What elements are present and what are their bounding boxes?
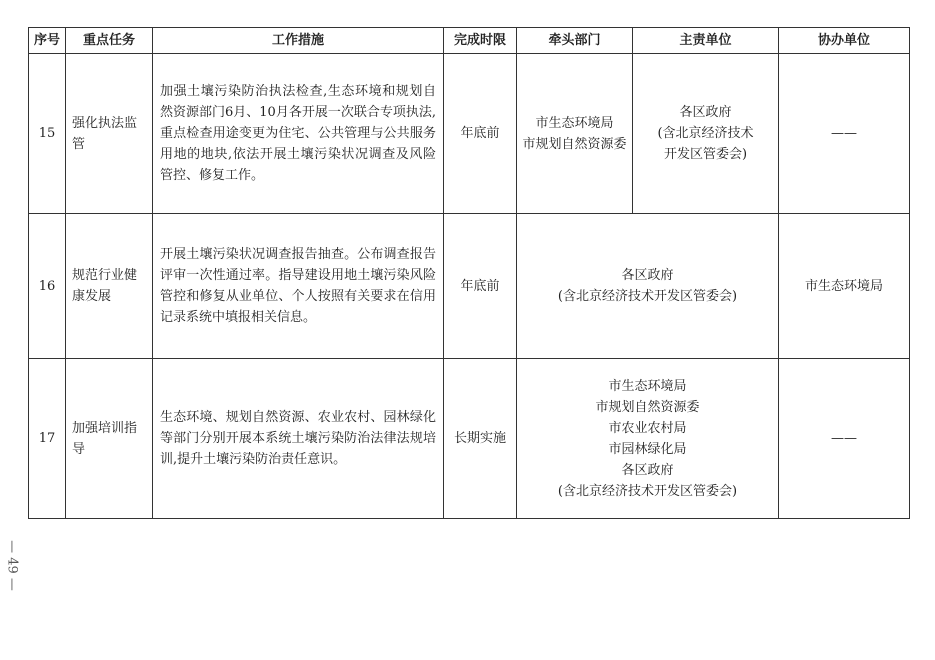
row-lead-main	[517, 214, 779, 359]
row-main	[633, 54, 779, 214]
lead-line: 市农业农村局	[608, 420, 687, 436]
table-row	[29, 54, 910, 214]
header-row	[29, 28, 910, 54]
row-no: 15	[29, 54, 66, 214]
row-deadline: 长期实施	[444, 359, 517, 519]
header-deadline: 完成时限	[444, 28, 517, 54]
header-measure: 工作措施	[153, 28, 444, 54]
lead-line: 市规划自然资源委	[595, 399, 700, 415]
row-measure: 生态环境、规划自然资源、农业农村、园林绿化等部门分别开展本系统土壤污染防治法律法规培训,提升土壤污染防治责任意识。	[153, 359, 444, 519]
header-assist: 协办单位	[779, 28, 910, 54]
page-number-text: — 49 —	[4, 540, 20, 591]
row-measure: 开展土壤污染状况调查报告抽查。公布调查报告评审一次性通过率。指导建设用地土壤污染风险管控和修复从业单位、个人按照有关要求在信用记录系统中填报相关信息。	[153, 214, 444, 359]
row-lead	[517, 54, 633, 214]
page-number	[2, 528, 22, 591]
row-lead-main	[517, 359, 779, 519]
row-assist: ——	[779, 54, 910, 214]
row-measure: 加强土壤污染防治执法检查,生态环境和规划自然资源部门6月、10月各开展一次联合专项执法,重点检查用途变更为住宅、公共管理与公共服务用地的地块,依法开展土壤污染状况调查及风险管控、修复工作。	[153, 54, 444, 214]
row-assist: 市生态环境局	[779, 214, 910, 359]
main-line: (含北京经济技术	[657, 126, 754, 141]
row-task: 加强培训指导	[66, 359, 153, 519]
task-table	[28, 27, 910, 519]
row-no: 16	[29, 214, 66, 359]
lead-line: (含北京经济技术开发区管委会)	[557, 483, 738, 499]
lead-line: 各区政府	[621, 268, 674, 283]
header-no: 序号	[29, 28, 66, 54]
header-task: 重点任务	[66, 28, 153, 54]
header-main: 主责单位	[633, 28, 779, 54]
row-task: 强化执法监管	[66, 54, 153, 214]
lead-line: 市生态环境局	[608, 378, 687, 394]
header-lead: 牵头部门	[517, 28, 633, 54]
row-task: 规范行业健康发展	[66, 214, 153, 359]
table-row	[29, 359, 910, 519]
lead-line: 各区政府	[621, 462, 674, 478]
row-no: 17	[29, 359, 66, 519]
lead-line: 市生态环境局	[535, 115, 614, 131]
row-deadline: 年底前	[444, 214, 517, 359]
lead-line: 市园林绿化局	[608, 441, 687, 457]
table-row	[29, 214, 910, 359]
lead-line: 市规划自然资源委	[522, 136, 627, 152]
row-deadline: 年底前	[444, 54, 517, 214]
row-assist: ——	[779, 359, 910, 519]
lead-line: (含北京经济技术开发区管委会)	[557, 289, 738, 304]
main-line: 各区政府	[679, 105, 732, 120]
main-line: 开发区管委会)	[663, 147, 748, 162]
